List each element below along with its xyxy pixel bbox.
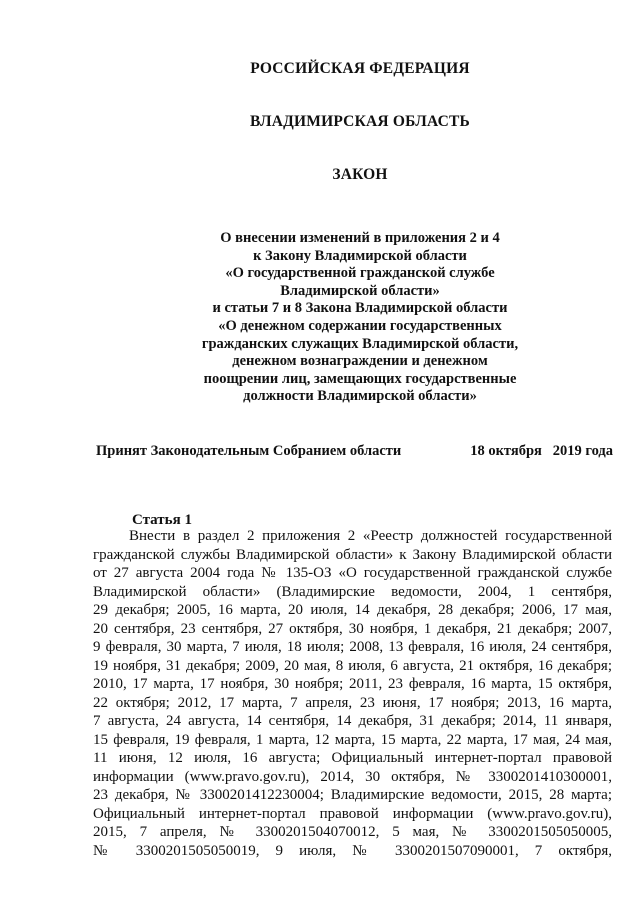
article-line: 15 февраля, 19 февраля, 1 марта, 12 марта, 15 марта, 22 марта, 17 мая, 24 мая, [93, 731, 612, 748]
region-heading: ВЛАДИМИРСКАЯ ОБЛАСТЬ [250, 113, 470, 130]
article-line: № 3300201505050019, 9 июля, № 3300201507090001, 7 октября, [93, 842, 612, 859]
law-title-line: О внесении изменений в приложения 2 и 4 [220, 230, 500, 246]
adoption-date: 18 октября 2019 года [470, 443, 613, 459]
law-title-line: должности Владимирской области» [243, 388, 477, 405]
law-title-line: поощрении лиц, замещающих государственные [203, 370, 517, 387]
law-title-line: и статьи 7 и 8 Закона Владимирской области [212, 300, 508, 317]
article-line: 23 декабря, № 3300201412230004; Владимирские ведомости, 2015, 28 марта; [93, 787, 612, 803]
law-title-line: «О денежном содержании государственных [218, 317, 502, 334]
article-line: Официальный интернет-портал правовой информации (www.pravo.gov.ru), [93, 805, 612, 822]
article-line: 9 февраля, 30 марта, 7 июля, 18 июля; 2008, 13 февраля, 16 июля, 24 сентября, [93, 639, 612, 655]
law-title-line: гражданских служащих Владимирской области, [201, 335, 519, 352]
law-title [0, 230, 640, 406]
article-line: 22 октября; 2012, 17 марта, 7 апреля, 23 июня, 17 ноября; 2013, 16 марта, [93, 694, 612, 711]
document-type-heading: ЗАКОН [332, 166, 388, 183]
article-line: 2010, 17 марта, 17 ноября, 30 ноября; 2011, 23 февраля, 16 марта, 15 октября, [93, 676, 612, 692]
article-line: информации (www.pravo.gov.ru), 2014, 30 октября, № 3300201410300001, [93, 768, 612, 785]
article-body [93, 527, 612, 860]
law-title-line: Владимирской области» [280, 282, 440, 299]
law-title-line: денежном вознаграждении и денежном [232, 353, 488, 370]
article-line: гражданской службы Владимирской области» к Закону Владимирской области [93, 546, 612, 563]
article-line: 29 декабря; 2005, 16 марта, 20 июля, 14 декабря, 28 декабря; 2006, 17 мая, [93, 602, 612, 618]
adopted-by-text: Принят Законодательным Собранием области [96, 443, 402, 459]
law-title-line: «О государственной гражданской службе [225, 265, 495, 282]
article-line: от 27 августа 2004 года № 135-ОЗ «О государственной гражданской службе [93, 565, 612, 581]
country-heading: РОССИЙСКАЯ ФЕДЕРАЦИЯ [250, 60, 470, 77]
article-heading: Статья 1 [132, 512, 192, 528]
article-line: 7 августа, 24 августа, 14 сентября, 14 декабря, 31 декабря; 2014, 11 января, [93, 713, 612, 729]
article-line: 2015, 7 апреля, № 3300201504070012, 5 мая, № 3300201505050005, [93, 824, 612, 840]
article-line: Владимирской области» (Владимирские ведомости, 2004, 1 сентября, [93, 583, 612, 600]
article-line: Внести в раздел 2 приложения 2 «Реестр должностей государственной [129, 528, 612, 544]
law-title-line: к Закону Владимирской области [253, 247, 467, 264]
article-line: 11 июня, 12 июля, 16 августа; Официальный интернет-портал правовой [93, 750, 612, 766]
article-line: 19 ноября, 31 декабря; 2009, 20 мая, 8 июля, 6 августа, 21 октября, 16 декабря; [93, 657, 612, 674]
article-line: 20 сентября, 23 сентября, 27 октября, 30 ноября, 1 декабря, 21 декабря; 2007, [93, 620, 612, 637]
